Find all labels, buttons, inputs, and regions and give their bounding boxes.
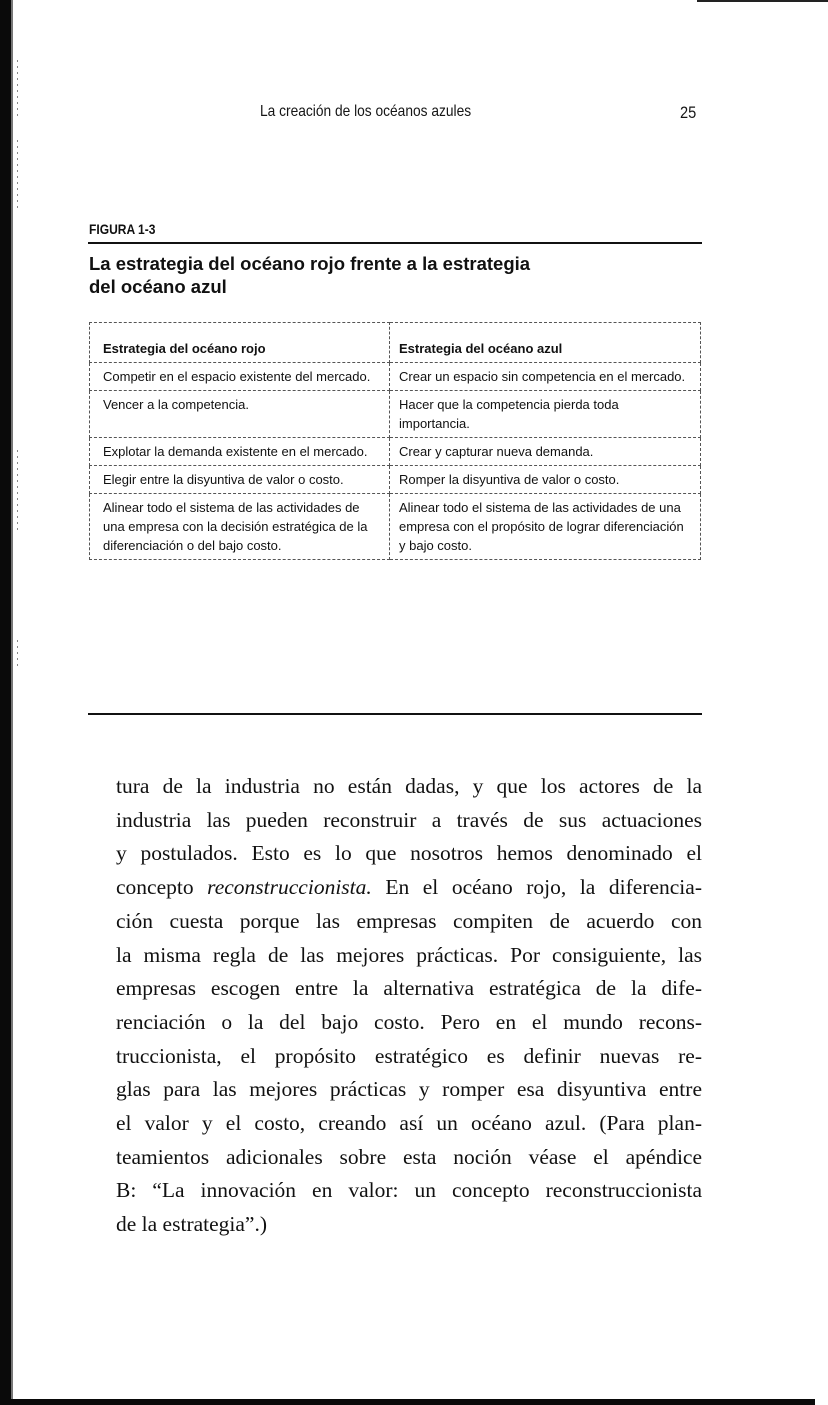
body-line: truccionista, el propósito estratégico es definir nuevas re- [116,1043,702,1068]
comparison-table [89,322,701,560]
body-line: empresas escogen entre la alternativa estratégica de la dife- [116,976,702,1001]
table-cell-red: Competir en el espacio existente del mercado. [90,363,390,391]
scan-border-bottom [0,1399,815,1405]
table-cell-red: Explotar la demanda existente en el mercado. [90,438,390,466]
table-cell-red: Vencer a la competencia. [90,391,390,438]
figure-title [89,252,649,298]
table-cell-red: Elegir entre la disyuntiva de valor o costo. [90,466,390,494]
table-cell-blue: Crear y capturar nueva demanda. [390,438,701,466]
scan-speck [17,640,18,670]
scan-speck [17,450,18,530]
body-line: el valor y el costo, creando así un océano azul. (Para plan- [116,1111,702,1136]
scan-border-left [0,0,11,1405]
scan-speck [17,60,18,120]
body-line: industria las pueden reconstruir a través de sus actuaciones [116,807,702,832]
column-header-blue-ocean: Estrategia del océano azul [390,323,701,363]
body-line: teamientos adicionales sobre esta noción véase el apéndice [116,1144,702,1169]
table-row [90,466,701,494]
table-row [90,391,701,438]
scan-speck [17,140,18,210]
figure-title-line1: La estrategia del océano rojo frente a la estrategia [89,253,531,274]
table-cell-blue: Romper la disyuntiva de valor o costo. [390,466,701,494]
table-row [90,363,701,391]
scan-border-top-rule [697,0,828,2]
body-line: de la estrategia”.) [116,1212,268,1237]
table-cell-red: Alinear todo el sistema de las actividades de una empresa con la decisión estratégica de la diferenciación o del bajo costo. [90,494,390,560]
body-text-fragment: En el océano rojo, la diferencia- [371,875,702,900]
table-cell-blue: Alinear todo el sistema de las actividades de una empresa con el propósito de lograr diferenciación y bajo costo. [390,494,701,560]
body-paragraph [116,770,702,1242]
italic-term: reconstruccionista. [207,875,372,900]
figure-label: FIGURA 1-3 [89,221,156,237]
scan-border-left-shadow [11,0,13,1405]
table-cell-blue: Crear un espacio sin competencia en el mercado. [390,363,701,391]
figure-title-line2: del océano azul [89,276,227,297]
body-line: tura de la industria no están dadas, y que los actores de la [116,774,702,798]
table-row [90,494,701,560]
running-head: La creación de los océanos azules [260,103,472,120]
table-cell-blue: Hacer que la competencia pierda toda importancia. [390,391,701,438]
table-row [90,438,701,466]
figure-rule-top [88,242,702,244]
table-header-row [90,323,701,363]
body-line: B: “La innovación en valor: un concepto reconstruccionista [116,1178,702,1203]
body-text-fragment: concepto [116,875,208,900]
figure-rule-bottom [88,713,702,715]
body-line: y postulados. Esto es lo que nosotros hemos denominado el [116,841,702,866]
body-line: la misma regla de las mejores prácticas. Por consiguiente, las [116,942,702,967]
body-line: renciación o la del bajo costo. Pero en el mundo recons- [116,1009,702,1034]
page-number: 25 [680,103,697,122]
column-header-red-ocean: Estrategia del océano rojo [90,323,390,363]
body-line: ción cuesta porque las empresas compiten de acuerdo con [116,908,702,933]
body-line [116,871,702,905]
body-line: glas para las mejores prácticas y romper esa disyuntiva entre [116,1077,702,1102]
